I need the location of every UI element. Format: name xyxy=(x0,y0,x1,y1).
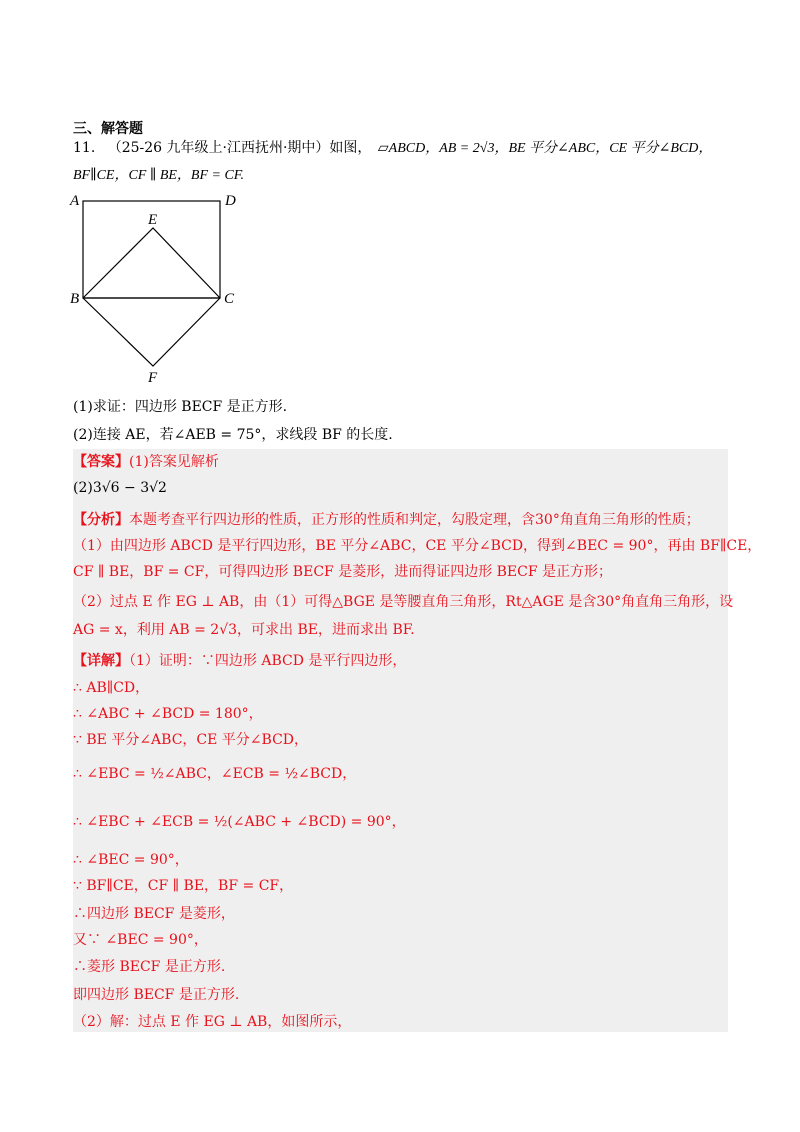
detail-text-11: ∴菱形 BECF 是正方形. xyxy=(73,959,226,975)
detail-line-1 xyxy=(73,651,406,671)
analysis-text-4: （2）过点 E 作 EG ⊥ AB，由（1）可得△BGE 是等腰直角三角形，Rt△AGE 是含30°角直角三角形，设 xyxy=(73,594,734,610)
question-1: (1)求证：四边形 BECF 是正方形. xyxy=(73,399,288,415)
segment-bf-fc xyxy=(83,298,220,366)
geometry-figure xyxy=(60,188,250,388)
detail-text-6: ∴ ∠EBC + ∠ECB = ½(∠ABC + ∠BCD) = 90°， xyxy=(73,814,406,830)
label-d: D xyxy=(225,193,236,209)
detail-text-2: ∴ AB∥CD， xyxy=(73,680,150,696)
label-f: F xyxy=(148,370,158,386)
detail-text-10: 又∵ ∠BEC = 90°， xyxy=(73,932,208,948)
problem-statement-2: BF∥CE，CF ∥ BE，BF = CF. xyxy=(73,168,245,183)
analysis-text-1: 本题考查平行四边形的性质，正方形的性质和判定，勾股定理，含30°角直角三角形的性质； xyxy=(129,512,700,528)
detail-text-4: ∵ BE 平分∠ABC，CE 平分∠BCD， xyxy=(73,732,309,748)
detail-text-7: ∴ ∠BEC = 90°， xyxy=(73,852,189,868)
label-e: E xyxy=(148,212,158,228)
section-title: 三、解答题 xyxy=(73,121,143,137)
problem-statement-1: ▱ABCD，AB = 2√3，BE 平分∠ABC，CE 平分∠BCD， xyxy=(377,141,713,156)
label-b: B xyxy=(70,291,80,307)
label-a: A xyxy=(70,193,80,209)
problem-line-1 xyxy=(73,137,712,157)
answer-1: (1)答案见解析 xyxy=(129,454,219,470)
segment-be-ec xyxy=(83,228,220,298)
analysis-line-1 xyxy=(73,510,700,530)
detail-text-9: ∴四边形 BECF 是菱形， xyxy=(73,906,235,922)
detail-tag: 【详解】 xyxy=(73,653,129,669)
analysis-tag: 【分析】 xyxy=(73,512,129,528)
detail-text-5: ∴ ∠EBC = ½∠ABC，∠ECB = ½∠BCD， xyxy=(73,766,357,782)
analysis-text-2: （1）由四边形 ABCD 是平行四边形，BE 平分∠ABC，CE 平分∠BCD，得到∠BEC = 90°，再由 BF∥CE， xyxy=(73,538,762,554)
detail-text-8: ∵ BF∥CE，CF ∥ BE，BF = CF， xyxy=(73,878,294,894)
answer-2: (2)3√6 − 3√2 xyxy=(73,480,167,496)
detail-text-13: （2）解：过点 E 作 EG ⊥ AB，如图所示， xyxy=(73,1014,352,1030)
question-2: (2)连接 AE，若∠AEB = 75°，求线段 BF 的长度. xyxy=(73,427,393,443)
detail-text-12: 即四边形 BECF 是正方形. xyxy=(73,987,240,1003)
analysis-text-5: AG = x，利用 AB = 2√3，可求出 BE，进而求出 BF. xyxy=(73,622,415,638)
detail-text-3: ∴ ∠ABC + ∠BCD = 180°， xyxy=(73,706,263,722)
problem-source: （25-26 九年级上·江西抚州·期中）如图， xyxy=(107,140,372,156)
detail-text-1: （1）证明：∵四边形 ABCD 是平行四边形， xyxy=(129,653,407,669)
analysis-text-3: CF ∥ BE，BF = CF，可得四边形 BECF 是菱形，进而得证四边形 BECF 是正方形； xyxy=(73,564,613,580)
label-c: C xyxy=(224,291,235,307)
answer-line-1 xyxy=(73,452,219,472)
problem-number: 11. xyxy=(73,140,96,156)
answer-tag: 【答案】 xyxy=(73,454,129,470)
